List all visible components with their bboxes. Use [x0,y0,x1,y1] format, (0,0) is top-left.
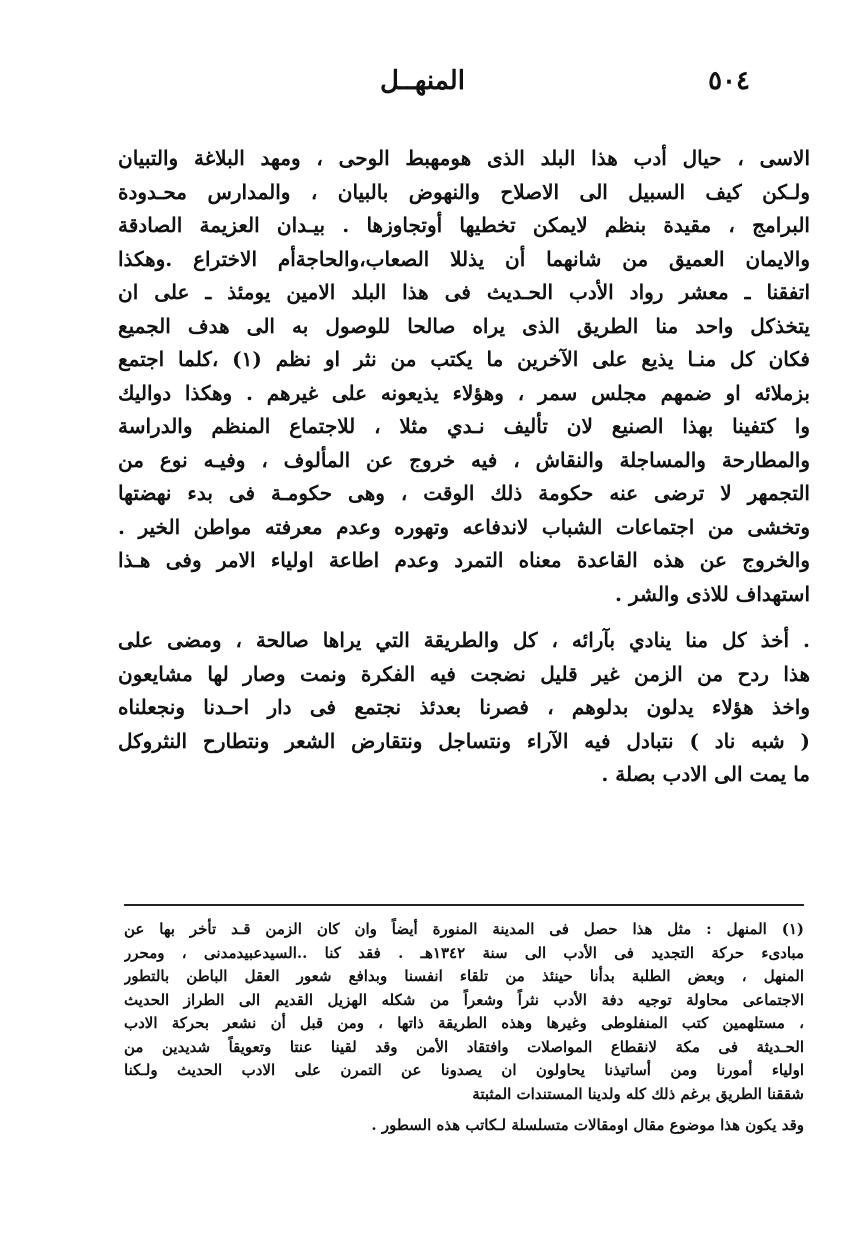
footnote-2: وقد يكون هذا موضوع مقال اومقالات متسلسلة لـكاتب هذه السطور . [371,1116,804,1134]
footnote-gap [124,1106,804,1114]
footnote-line: ، مستلهمين كتب المنفلوطى وغيرها وهذه الطريقة ذاتها ، ومن قبل أن نشعر بحركة الادب [124,1014,804,1032]
running-title: المنهــل [380,66,465,96]
paragraph-gap [118,611,810,624]
footnote-line: الاجتماعى محاولة توجيه دفة الأدب نثراً وشعراً من شكله الهزيل القديم الى الطراز الحديث [124,990,804,1009]
footnote-line: (١) المنهل : مثل هذا حصل فى المدينة المنورة أيضاً وان كان الزمن قـد تأخر بها عن [124,920,804,938]
footnote-divider [124,904,804,906]
text-line: الاسى ، حيال أدب هذا البلد الذى هومهبط الوحى ، ومهد البلاغة والتبيان [118,146,810,170]
footnote-line: المنهل ، وبعض الطلبة بدأنا حينئذ من تلقاء انفسنا وبدافع شعور العقل الباطن بالتطور [124,967,804,985]
text-line: ولـكن كيف السبيل الى الاصلاح والنهوض بالبيان ، والمدارس محـدودة [118,179,810,204]
text-line: استهداف للاذى والشر . [615,581,810,606]
paragraph-2 [118,624,810,792]
paragraph-1 [118,142,810,611]
text-line: ما يمت الى الادب بصلة . [601,762,810,786]
text-line: وا كتفينا بهذا الصنيع لان تأليف نـدي مثلا ، للاجتماع المنظم والدراسة [118,414,810,438]
footnote-line: الحـديثة فى مكة لانقطاع المواصلات وافتقاد الأمن وقد لقينا عنتا وتعويقاً شديدين من [124,1037,804,1056]
text-line: ( شبه ناد ) نتبادل فيه الآراء ونتساجل ونتقارض الشعر ونتطارح النثروكل [118,728,810,753]
text-line: اتفقنا ـ معشر رواد الأدب الحـديث فى هذا البلد الامين يومئذ ـ على ان [118,280,810,304]
text-line: والمطارحة والمساجلة والنقاش ، فيه خروج عن المألوف ، وفيـه نوع من [118,447,810,472]
page-header [110,66,750,106]
text-line: هذا ردح من الزمن غير قليل نضجت فيه الفكرة ونمت وصار لها مشايعون [118,661,810,686]
footnote-line: مبادىء حركة التجديد فى الأدب الى سنة ١٣٤٢هـ . فقد كنا ..السيدعبيدمدنى ، ومحرر [124,943,804,962]
text-line: فكان كل منـا يذيع على الآخرين ما يكتب من نثر او نظم (١) ،كلما اجتمع [118,347,810,371]
footnote-line: اولياء أمورنا ومن أساتيذنا يحاولون ان يصدونا عن التمرن على الادب الحديث ولـكنا [124,1061,804,1079]
text-line: بزملائه او ضمهم مجلس سمر ، وهؤلاء يذيعونه على غيرهم . وهكذا دواليك [118,380,810,405]
text-line: وتخشى من اجتماعات الشباب لاندفاعه وتهوره وعدم معرفته مواطن الخير . [118,514,810,539]
footnote-1 [124,918,804,1106]
text-line: التجمهر لا ترضى عنه حكومة ذلك الوقت ، وهى حكومـة فى بدء نهضتها [118,481,810,505]
text-line: واخذ هؤلاء يدلون بدلوهم ، فصرنا بعدئذ نجتمع فى دار احـدنا ونجعلناه [118,695,810,719]
body-text [118,142,810,792]
text-line: . أخذ كل منا ينادي بآرائه ، كل والطريقة التي يراها صالحة ، ومضى على [118,628,810,652]
text-line: يتخذكل واحد منا الطريق الذى يراه صالحا للوصول به الى هدف الجميع [118,313,810,338]
footnotes [124,918,804,1138]
text-line: والايمان العميق من شانهما أن يذللا الصعاب،والحاجةأم الاختراع .وهكذا [118,246,810,271]
text-line: البرامج ، مقيدة بنظم لايمكن تخطيها أوتجاوزها . بيـدان العزيمة الصادقة [118,213,810,237]
footnote-line: شققنا الطريق برغم ذلك كله ولدينا المستندات المثبتة [472,1084,804,1103]
page-number: ٥٠٤ [708,66,750,96]
text-line: والخروج عن هذه القاعدة معناه التمرد وعدم اطاعة اولياء الامر وفى هـذا [118,548,810,572]
